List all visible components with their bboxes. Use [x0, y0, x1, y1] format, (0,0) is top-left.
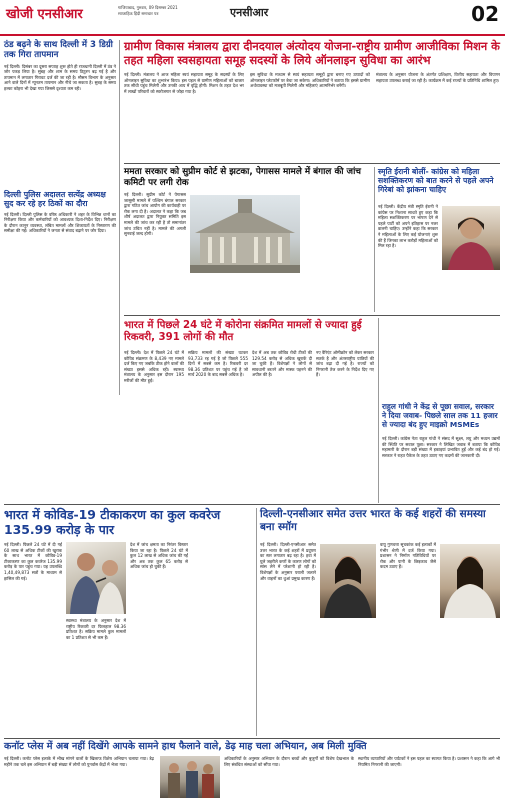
headline: दिल्ली-एनसीआर समेत उत्तर भारत के कई शहरों की समस्या बना स्मॉग: [260, 508, 486, 533]
vaccination-illustration: [66, 542, 126, 614]
column-rule: [378, 318, 379, 503]
story-rural-mission: [124, 40, 500, 67]
reporter-photo-1: [320, 544, 376, 618]
connaught-place-photo: [160, 756, 220, 798]
court-building-illustration: [190, 195, 300, 273]
story-connaught-place: [4, 741, 500, 752]
smriti-irani-photo: [442, 206, 500, 270]
newspaper-logo: खोजी एनसीआर: [6, 7, 83, 22]
story-cold-weather: [4, 40, 116, 172]
issue-info: [118, 5, 308, 16]
story-msme: [382, 402, 500, 429]
article-body-col-2: सक्रिय मामलों की संख्या घटकर 93,733 रह गई है जो पिछले 555 दिनों में सबसे कम है। रिकवरी दर 98.36 प्रतिशत पर पहुंच गई है जो मार्च 2020 के बाद सबसे अधिक है।: [188, 350, 248, 378]
story-covid-recovery: [124, 320, 374, 345]
story-delhi-police: [4, 190, 116, 382]
section-rule: [4, 738, 500, 739]
headline: स्मृति ईरानी बोलीं- कांग्रेस को महिला सशक्तिकरण को बात करने से पहले अपने गिरेबां को झांकना चाहिए: [378, 167, 494, 195]
article-body: नई दिल्ली। दिसंबर का दूसरा सप्ताह शुरू होते ही राजधानी दिल्ली में ठंड ने जोर पकड़ लिया है। सुबह और शाम के समय ठिठुरन बढ़ गई है और तापमान में लगातार गिरावट दर्ज की जा रही है। मौसम विभाग के अनुसार आने वाले दिनों में न्यूनतम तापमान और नीचे जा सकता है। सुबह के समय हल्का कोहरा भी देखा गया जिससे दृश्यता कम रही।: [4, 63, 116, 91]
issue-type: साप्ताहिक हिंदी समाचार पत्र: [118, 10, 159, 16]
crowd-illustration: [160, 756, 220, 798]
headline: भारत में पिछले 24 घंटे में कोरोना संक्रमित मामलों से ज्यादा हुई रिकवरी, 391 लोगों की मौत: [124, 320, 362, 344]
article-body-col-2: स्वास्थ्य मंत्रालय के अनुसार देश में राष्ट्रीय रिकवरी दर फिलहाल 98.36 प्रतिशत है। सक्रिय मामले कुल मामलों का 1 प्रतिशत से भी कम हैं।: [66, 618, 126, 640]
headline: ठंड बढ़ने के साथ दिल्ली में 3 डिग्री तक गिरा तापमान: [4, 40, 113, 61]
masthead-rule: [0, 34, 505, 36]
article-body-col-1: नई दिल्ली। देश में पिछले 24 घंटे में कोविड संक्रमण के 8,439 नए मामले दर्ज किए गए जबकि ठीक होने वालों की संख्या इससे अधिक रही। स्वास्थ्य मंत्रालय के अनुसार इस दौरान 195 मरीजों की मौत हुई।: [124, 350, 184, 383]
section-title: एनसीआर: [230, 6, 269, 19]
article-body-top: [382, 320, 500, 400]
story-smriti-irani: [378, 167, 500, 195]
portrait-illustration: [442, 206, 500, 270]
article-body-col-3: देश में जांच क्षमता का निरंतर विस्तार किया जा रहा है। पिछले 24 घंटे में कुल 12 लाख से अधिक जांच की गईं और अब तक कुल 65 करोड़ से अधिक जांच हो चुकी हैं।: [130, 542, 188, 570]
story-delhi-smog: [260, 508, 500, 533]
article-body-col-3: मंत्रालय के अनुसार योजना के अंतर्गत प्रशिक्षण, वित्तीय सहायता और विपणन सहायता उपलब्ध कराई जा रही है। कार्यक्रम में कई राज्यों के प्रतिनिधि शामिल हुए।: [376, 72, 500, 83]
column-rule: [119, 40, 120, 395]
section-rule: [124, 315, 500, 316]
article-body-cont: [304, 192, 370, 312]
article-body-col-4: नए वैरिएंट ओमीक्रोन को लेकर सरकार सतर्क है और अंतरराष्ट्रीय यात्रियों की जांच बढ़ा दी गई है। राज्यों को निगरानी तेज करने के निर्देश दिए गए हैं।: [316, 350, 374, 378]
article-body-col-1: नई दिल्ली। कनॉट प्लेस इलाके में भीख मांगने वालों के खिलाफ विशेष अभियान चलाया गया। डेढ़ महीने तक चले इस अभियान में बड़ी संख्या में लोगों को पुनर्वास केंद्रों में भेजा गया।: [4, 756, 154, 767]
article-body-col-2: इस सुविधा के माध्यम से स्वयं सहायता समूहों द्वारा बनाए गए उत्पादों को ऑनलाइन प्लेटफॉर्म पर बेचा जा सकेगा। अधिकारियों ने बताया कि इससे ग्रामीण अर्थव्यवस्था को मजबूती मिलेगी और महिलाएं आत्मनिर्भर बनेंगी।: [250, 72, 370, 89]
article-body: नई दिल्ली। कांग्रेस नेता राहुल गांधी ने संसद में सूक्ष्म, लघु और मध्यम उद्यमों की स्थिति पर सवाल पूछा। सरकार ने लिखित जवाब में बताया कि कोविड महामारी के दौरान बड़ी संख्या में इकाइयां प्रभावित हुईं और कई बंद हो गईं। सरकार ने राहत पैकेज के तहत उठाए गए कदमों की जानकारी दी।: [382, 436, 500, 458]
article-body-col-1: नई दिल्ली। दिल्ली-एनसीआर समेत उत्तर भारत के कई शहरों में प्रदूषण का स्तर लगातार बढ़ रहा है। हवा में घुले जहरीले कणों के कारण लोगों को सांस लेने में परेशानी हो रही है। विशेषज्ञों के अनुसार पराली जलाने और वाहनों का धुआं प्रमुख कारण हैं।: [260, 542, 316, 581]
story-supreme-court: [124, 167, 370, 188]
article-body: नई दिल्ली। सुप्रीम कोर्ट ने पेगासस जासूसी मामले में पश्चिम बंगाल सरकार द्वारा गठित जांच आयोग की कार्यवाही पर रोक लगा दी है। अदालत ने कहा कि जब शीर्ष अदालत द्वारा नियुक्त समिति इस मामले की जांच कर रही है तो समानांतर जांच उचित नहीं है। मामले की अगली सुनवाई जल्द होगी।: [124, 192, 186, 237]
vaccination-photo: [66, 542, 126, 614]
article-body: नई दिल्ली। केंद्रीय मंत्री स्मृति ईरानी ने कांग्रेस पर निशाना साधते हुए कहा कि महिला सशक्तिकरण पर भाषण देने से पहले पार्टी को अपने इतिहास पर नजर डालनी चाहिए। उन्होंने कहा कि सरकार ने महिलाओं के लिए कई योजनाएं शुरू की हैं जिनका लाभ करोड़ों महिलाओं को मिल रहा है।: [378, 204, 438, 249]
page-number: 02: [471, 2, 499, 26]
reporter-photo-2: [440, 544, 500, 618]
article-body-col-2: अधिकारियों के अनुसार अभियान के दौरान बच्चों और बुजुर्गों को विशेष देखभाल के लिए संबंधित संस्थाओं को सौंपा गया।: [224, 756, 354, 767]
section-rule: [4, 504, 500, 505]
headline: ममता सरकार को सुप्रीम कोर्ट से झटका, पेगासस मामले में बंगाल की जांच कमिटी पर लगी रोक: [124, 167, 361, 188]
headline: कनॉट प्लेस में अब नहीं दिखेंगे आपके सामने हाथ फैलाने वाले, डेढ़ माह चला अभियान, अब मिली मुक्ति: [4, 741, 367, 752]
article-body-col-1: नई दिल्ली। पिछले 24 घंटे में दी गई 60 लाख से अधिक टीकों की खुराक के साथ भारत में कोविड-19 टीकाकरण का कुल कवरेज 135.99 करोड़ के पार पहुंच गया। यह उपलब्धि 1,40,49,873 सत्रों के माध्यम से हासिल की गई।: [4, 542, 62, 581]
article-body-col-1: नई दिल्ली। मंत्रालय ने आज महिला स्वयं सहायता समूह के सदस्यों के लिए ऑनलाइन सुविधा का शुभारंभ किया। इस पहल से ग्रामीण महिलाओं को बाजार तक सीधी पहुंच मिलेगी और उनकी आय में वृद्धि होगी। मिशन के तहत देश भर में लाखों परिवारों को स्वरोजगार से जोड़ा गया है।: [124, 72, 244, 94]
portrait-illustration: [320, 544, 376, 618]
article-body: नई दिल्ली। दिल्ली पुलिस के वरिष्ठ अधिकारी ने शहर के विभिन्न थानों का निरीक्षण किया और कर्मचारियों को आवश्यक दिशा-निर्देश दिए। निरीक्षण के दौरान कानून व्यवस्था, लंबित मामलों और शिकायतों के निस्तारण की समीक्षा की गई। अधिकारियों ने जनता से संवाद बढ़ाने पर जोर दिया।: [4, 211, 116, 234]
article-body-col-2: वायु गुणवत्ता सूचकांक कई इलाकों में गंभीर श्रेणी में दर्ज किया गया। प्रशासन ने निर्माण गतिविधियों पर रोक और पानी के छिड़काव जैसे कदम उठाए हैं।: [380, 542, 436, 570]
headline: भारत में कोविड-19 टीकाकरण का कुल कवरेज 135.99 करोड़ के पार: [4, 507, 221, 537]
headline: दिल्ली पुलिस अदालत सत्येंद्र अध्यक्ष सुद कर रहे हर ठिकों का दौरा: [4, 190, 106, 209]
portrait-illustration: [440, 544, 500, 618]
article-body-cont: [260, 646, 500, 734]
headline: राहुल गांधी ने केंद्र से पूछा सवाल, सरकार ने दिया जवाब- पिछले साल तक 11 हजार से ज्यादा बंद हुए माइक्रो MSMEs: [382, 402, 498, 429]
story-vaccination: [4, 508, 252, 537]
column-rule: [374, 167, 375, 312]
supreme-court-photo: [190, 195, 300, 273]
article-body-col-3: स्थानीय व्यापारियों और पर्यटकों ने इस पहल का स्वागत किया है। प्रशासन ने कहा कि आगे भी नियमित निगरानी की जाएगी।: [358, 756, 500, 767]
article-body-col-3: देश में अब तक कोविड रोधी टीकों की 129.54 करोड़ से अधिक खुराकें दी जा चुकी हैं। विशेषज्ञों ने लोगों से सावधानी बरतने और मास्क पहनने की अपील की है।: [252, 350, 312, 378]
column-rule: [256, 508, 257, 736]
section-rule: [124, 163, 500, 164]
masthead: [0, 0, 505, 36]
article-body-col-4: [192, 542, 252, 734]
issue-date: गाजियाबाद, गुरुवार, 09 दिसम्बर 2021: [118, 5, 178, 10]
headline: ग्रामीण विकास मंत्रालय द्वारा दीनदयाल अंत्योदय योजना-राष्ट्रीय ग्रामीण आजीविका मिशन के तहत महिला स्वसहायता समूह सदस्यों के लिये ऑनलाइन सुविधा का आरंभ: [124, 39, 500, 67]
